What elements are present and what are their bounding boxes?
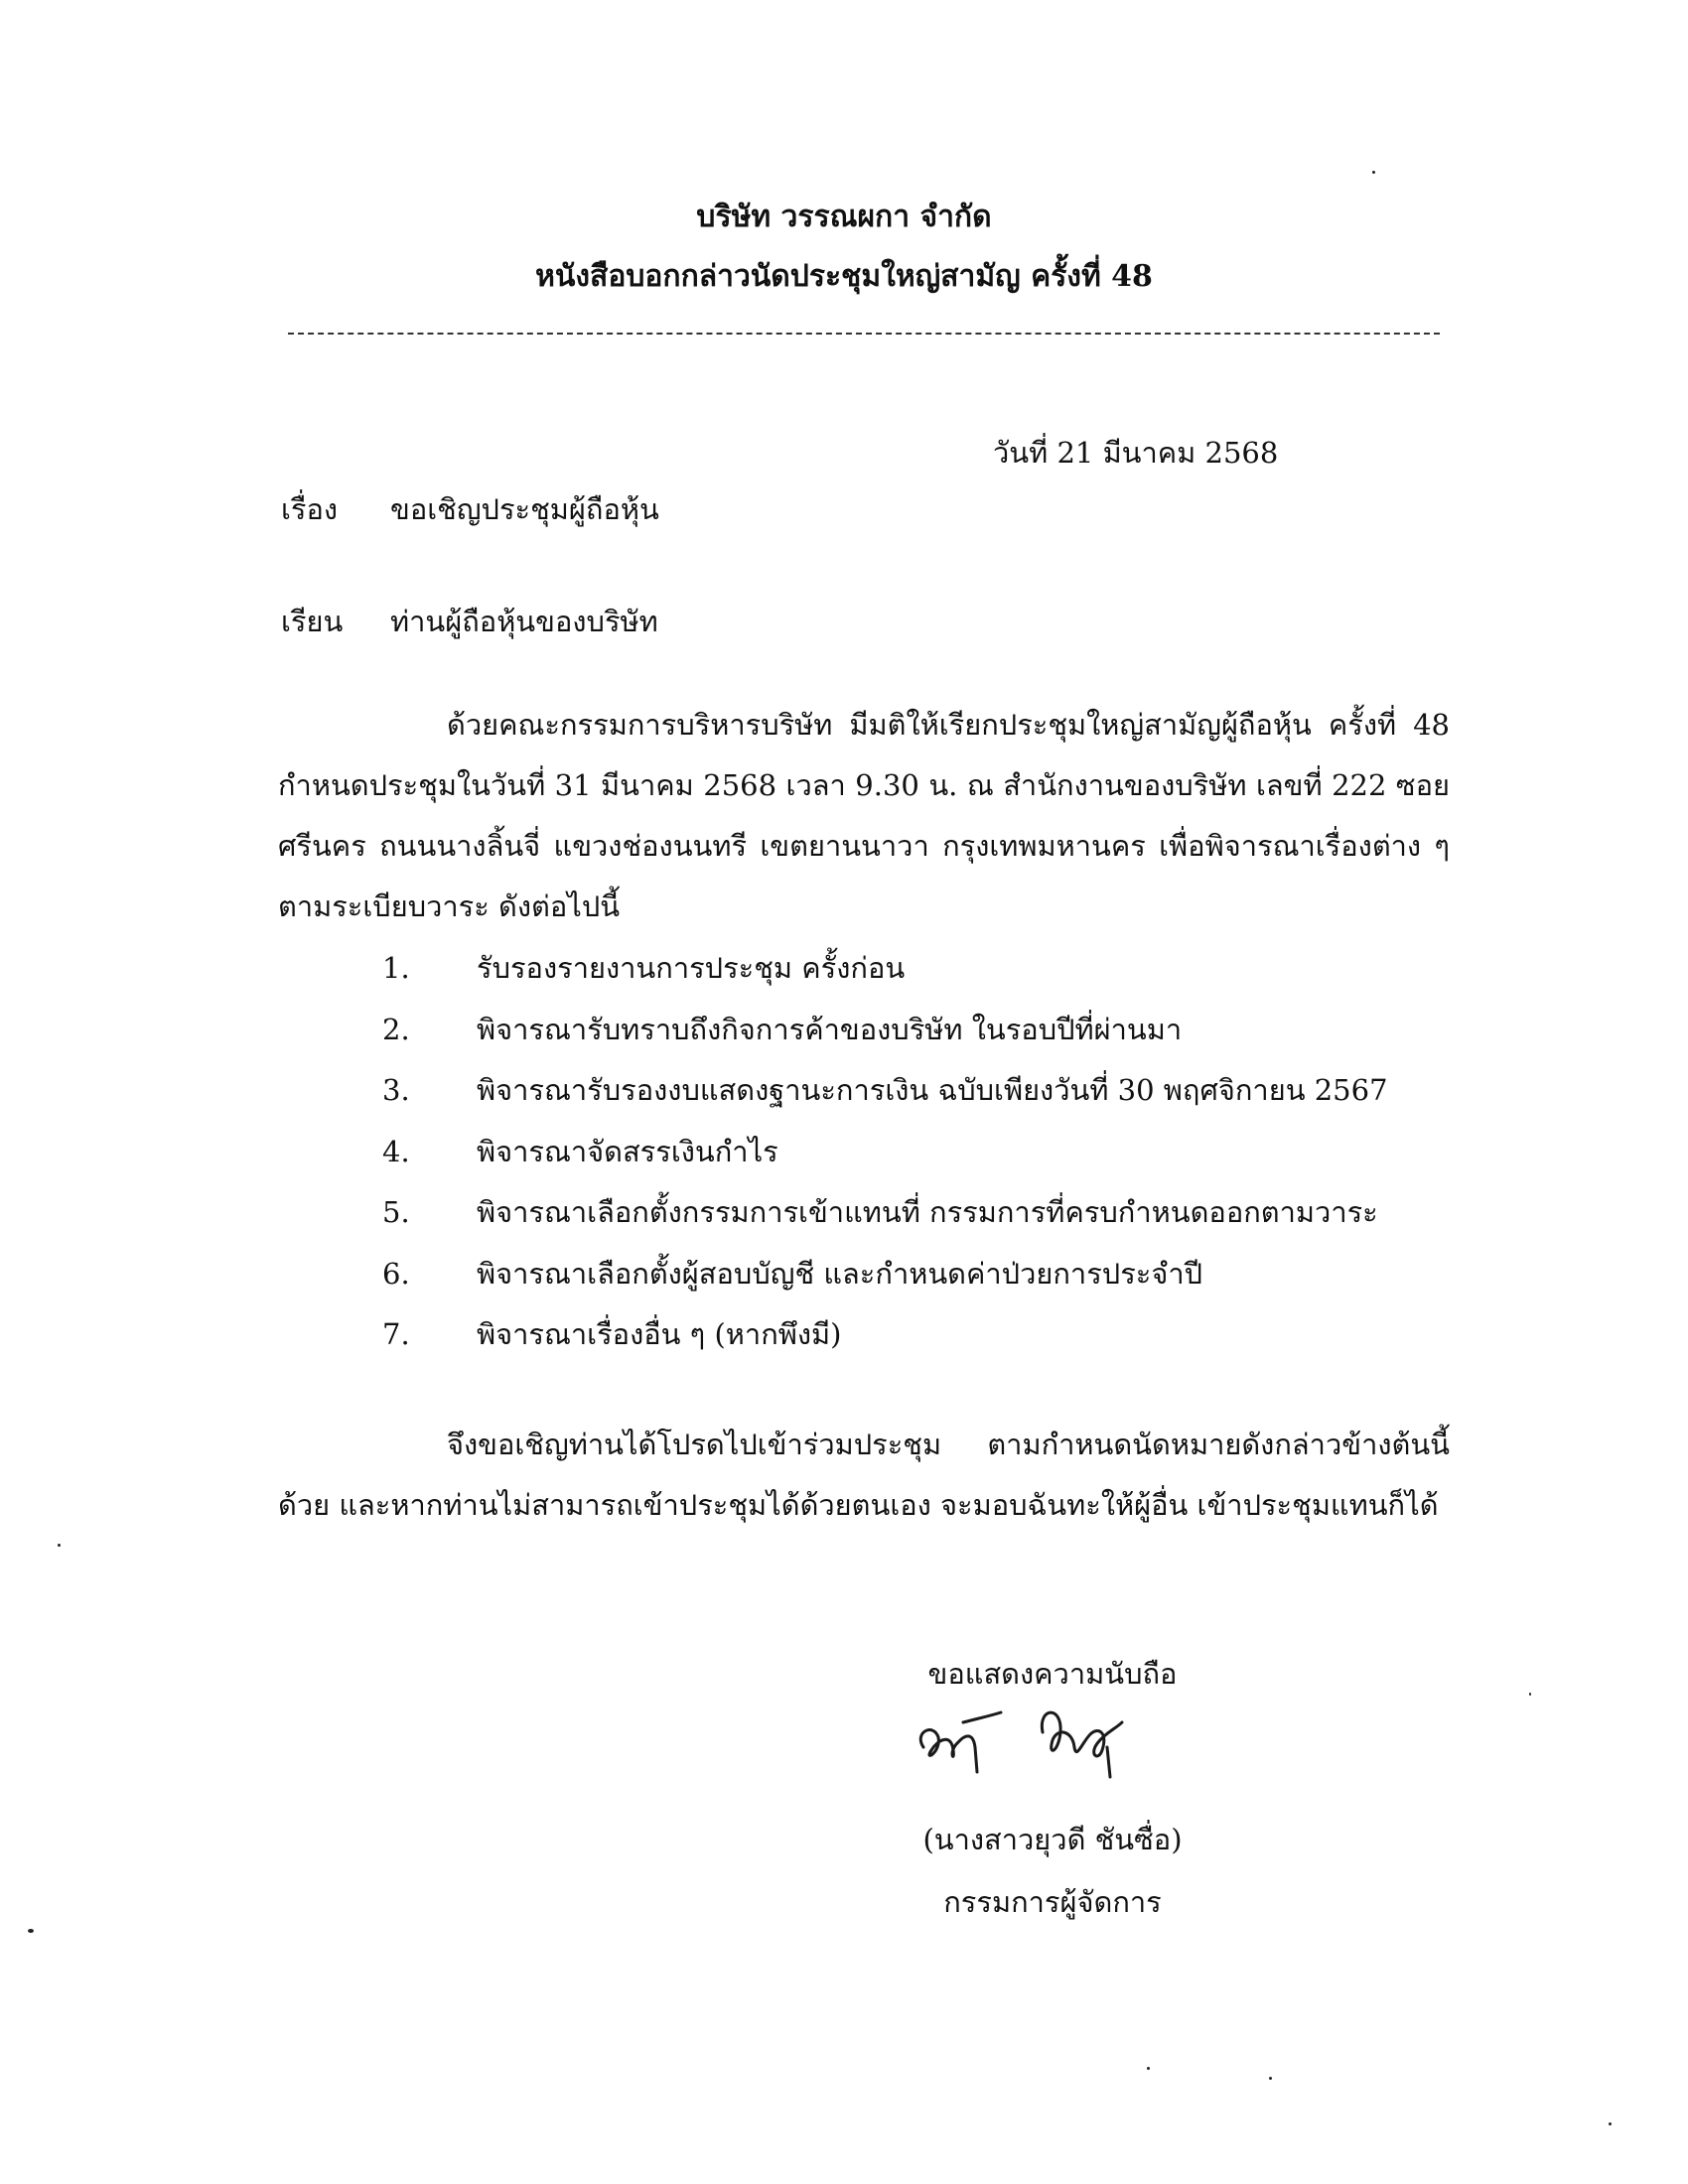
agenda-item-text: พิจารณาเลือกตั้งผู้สอบบัญชี และกำหนดค่าป่วยการประจำปี xyxy=(477,1256,1203,1291)
agenda-item-text: พิจารณารับรองงบแสดงฐานะการเงิน ฉบับเพียงวันที่ 30 พฤศจิกายน 2567 xyxy=(477,1073,1388,1107)
document-title: หนังสือบอกกล่าวนัดประชุมใหญ่สามัญ ครั้งที่ 48 xyxy=(535,259,1153,294)
scan-speck xyxy=(58,1544,61,1547)
agenda-item xyxy=(382,1304,1388,1366)
agenda-item xyxy=(382,1060,1388,1122)
scan-speck xyxy=(1529,1693,1531,1696)
agenda-item xyxy=(382,1000,1388,1061)
company-name: บริษัท วรรณผกา จำกัด xyxy=(696,200,992,234)
subject-label: เรื่อง xyxy=(281,492,339,526)
agenda-item-number: 7. xyxy=(382,1317,410,1351)
agenda-item-text: รับรองรายงานการประชุม ครั้งก่อน xyxy=(477,951,906,985)
closing-paragraph: จึงขอเชิญท่านได้โปรดไปเข้าร่วมประชุม ตามกำหนดนัดหมายดังกล่าวข้างต้นนี้ด้วย และหากท่านไม่สามารถเข้าประชุมได้ด้วยตนเอง จะมอบฉันทะให้ผู้อื่น เข้าประชุมแทนก็ได้ xyxy=(278,1428,1450,1522)
signatory-name: (นางสาวยุวดี ชันซื่อ) xyxy=(922,1823,1183,1856)
intro-paragraph: ด้วยคณะกรรมการบริหารบริษัท มีมติให้เรียกประชุมใหญ่สามัญผู้ถือหุ้น ครั้งที่ 48 กำหนดประชุมในวันที่ 31 มีนาคม 2568 เวลา 9.30 น. ณ สำนักงานของบริษัท เลขที่ 222 ซอยศรีนคร ถนนนางลิ้นจี่ แขวงช่องนนทรี เขตยานนาวา กรุงเทพมหานคร เพื่อพิจารณาเรื่องต่าง ๆ ตามระเบียบวาระ ดังต่อไปนี้ xyxy=(278,708,1450,923)
agenda-item-number: 2. xyxy=(382,1012,410,1046)
scan-speck xyxy=(1609,2122,1612,2125)
agenda-item-number: 5. xyxy=(382,1195,410,1229)
agenda-item-text: พิจารณาเรื่องอื่น ๆ (หากพึงมี) xyxy=(477,1317,842,1351)
agenda-item xyxy=(382,1182,1388,1244)
agenda-item-number: 4. xyxy=(382,1134,410,1168)
agenda-item-number: 3. xyxy=(382,1073,410,1107)
scan-speck xyxy=(1147,2067,1150,2070)
agenda-list xyxy=(382,938,1388,1366)
salutation-text: ท่านผู้ถือหุ้นของบริษัท xyxy=(390,605,658,638)
subject-text: ขอเชิญประชุมผู้ถือหุ้น xyxy=(390,492,659,526)
handwritten-signature xyxy=(904,1693,1162,1782)
agenda-item-text: พิจารณาเลือกตั้งกรรมการเข้าแทนที่ กรรมการที่ครบกำหนดออกตามวาระ xyxy=(477,1195,1378,1229)
signatory-position: กรรมการผู้จัดการ xyxy=(943,1885,1162,1919)
letter-date: วันที่ 21 มีนาคม 2568 xyxy=(993,436,1279,470)
agenda-item-text: พิจารณาจัดสรรเงินกำไร xyxy=(477,1134,778,1168)
header-divider xyxy=(288,333,1440,335)
agenda-item xyxy=(382,938,1388,1000)
scan-speck xyxy=(28,1929,34,1933)
scan-speck xyxy=(1269,2077,1272,2080)
scan-speck xyxy=(1372,171,1375,174)
closing-salutation: ขอแสดงความนับถือ xyxy=(927,1657,1178,1691)
agenda-item-number: 6. xyxy=(382,1256,410,1291)
agenda-item-number: 1. xyxy=(382,951,410,985)
agenda-item xyxy=(382,1122,1388,1183)
salutation-label: เรียน xyxy=(281,605,344,638)
agenda-item-text: พิจารณารับทราบถึงกิจการค้าของบริษัท ในรอบปีที่ผ่านมา xyxy=(477,1012,1183,1046)
agenda-item xyxy=(382,1244,1388,1305)
